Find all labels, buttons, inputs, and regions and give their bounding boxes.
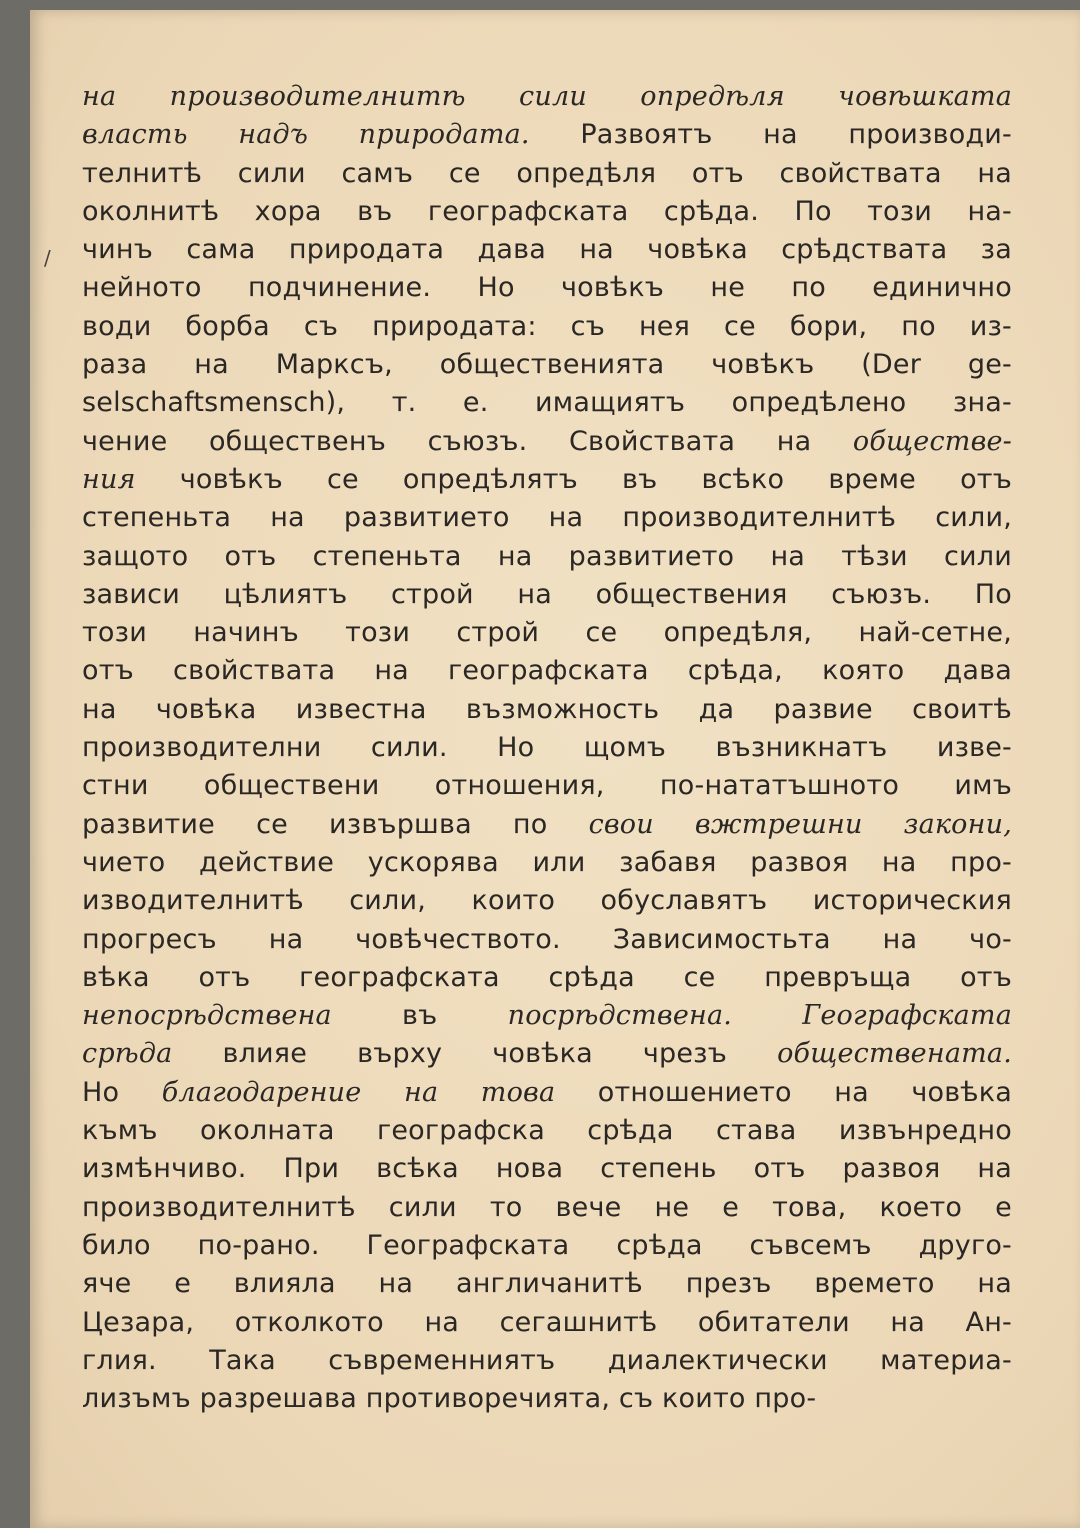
text-run: selschaftsmensch), т. е. имащиятъ опредѣлено зна- [82,387,1012,419]
text-line [82,691,1012,729]
text-line [82,155,1012,193]
text-line [82,1304,1012,1342]
emphasized-text: благодарение на това [161,1076,556,1108]
text-run: степеньта на развитието на производителнитѣ сили, [82,502,1012,534]
emphasized-text: обществената. [777,1038,1012,1070]
text-run: зависи цѣлиятъ строй на обществения съюзъ. По [82,578,1012,610]
text-run: телнитѣ сили самъ се опредѣля отъ свойствата на [82,157,1012,189]
text-run: Но [82,1076,162,1108]
text-run: било по-рано. Географската срѣда съвсемъ друго- [82,1229,1012,1261]
text-line [82,882,1012,920]
text-line [82,538,1012,576]
text-line [82,767,1012,805]
text-line [82,1342,1012,1380]
book-page [30,10,1080,1528]
text-line [82,499,1012,537]
text-line [82,1150,1012,1188]
text-line [82,921,1012,959]
text-run: въ [331,1000,508,1032]
emphasized-text: ния [82,463,136,495]
text-run: стни обществени отношения, по-нататъшното имъ [82,770,1012,802]
text-line [82,269,1012,307]
text-run: изводителнитѣ сили, които обуславятъ историческия [82,885,1012,917]
emphasized-text: срѣда [82,1038,173,1070]
emphasized-text: посрѣдствена. Географската [507,1000,1012,1032]
text-line [82,1380,1012,1418]
text-line [82,844,1012,882]
text-run: води борба съ природата: съ нея се бори, по из- [82,310,1012,342]
body-text [82,78,1012,1418]
emphasized-text: непосрѣдствена [82,1000,332,1032]
text-run: човѣкъ се опредѣлятъ въ всѣко време отъ [135,463,1012,495]
text-run: яче е влияла на англичанитѣ презъ времето на [82,1268,1012,1300]
text-line [82,78,1012,116]
text-line [82,652,1012,690]
text-line [82,1227,1012,1265]
text-run: защото отъ степеньта на развитието на тѣзи сили [82,540,1012,572]
text-run: глия. Така съвременниятъ диалектически материа- [82,1344,1012,1376]
text-line [82,1189,1012,1227]
text-run: вѣка отъ географската срѣда се превръща отъ [82,961,1012,993]
margin-mark: / [44,246,51,270]
emphasized-text: власть надъ природата. [82,119,530,151]
text-run: прогресъ на човѣчеството. Зависимостьта на чо- [82,923,1012,955]
text-line [82,997,1012,1035]
text-line [82,193,1012,231]
text-run: производителни сили. Но щомъ възникнатъ изве- [82,732,1012,764]
text-line [82,959,1012,997]
text-line [82,231,1012,269]
text-line [82,384,1012,422]
text-run: нейното подчинение. Но човѣкъ не по единично [82,272,1012,304]
text-run: развитие се извършва по [82,808,589,840]
text-line [82,1074,1012,1112]
text-run: чение общественъ съюзъ. Свойствата на [82,425,853,457]
emphasized-text: обществе- [852,425,1012,457]
text-line [82,806,1012,844]
text-run: Цезара, отколкото на сегашнитѣ обитатели на Ан- [82,1306,1012,1338]
text-run: къмъ околната географска срѣда става извънредно [82,1115,1012,1147]
emphasized-text: на производителнитѣ сили опредѣля човѣшката [82,81,1012,112]
text-run: производителнитѣ сили то вече не е това, което е [82,1191,1012,1223]
text-run: на човѣка известна възможность да развие своитѣ [82,693,1012,725]
text-line [82,1112,1012,1150]
text-line [82,576,1012,614]
text-run: този начинъ този строй се опредѣля, най-сетне, [82,617,1012,649]
text-run: чинъ сама природата дава на човѣка срѣдствата за [82,234,1012,266]
emphasized-text: свои вжтрешни закони, [588,808,1012,840]
text-run: влияе върху човѣка чрезъ [172,1038,778,1070]
text-run: Развоятъ на производи- [529,119,1012,151]
text-line [82,346,1012,384]
text-run: отношението на човѣка [555,1076,1012,1108]
text-line [82,308,1012,346]
text-run: лизъмъ разрешава противоречията, съ които про- [82,1383,817,1415]
text-run: измѣнчиво. При всѣка нова степень отъ развоя на [82,1153,1012,1185]
text-line [82,116,1012,154]
text-line [82,1035,1012,1073]
text-line [82,729,1012,767]
text-run: отъ свойствата на географската срѣда, която дава [82,655,1012,687]
text-run: околнитѣ хора въ географската срѣда. По този на- [82,195,1012,227]
text-line [82,1265,1012,1303]
text-line [82,614,1012,652]
text-run: раза на Марксъ, общественията човѣкъ (Der ge- [82,349,1012,381]
text-run: чието действие ускорява или забавя развоя на про- [82,846,1012,878]
text-line [82,461,1012,499]
text-line [82,423,1012,461]
